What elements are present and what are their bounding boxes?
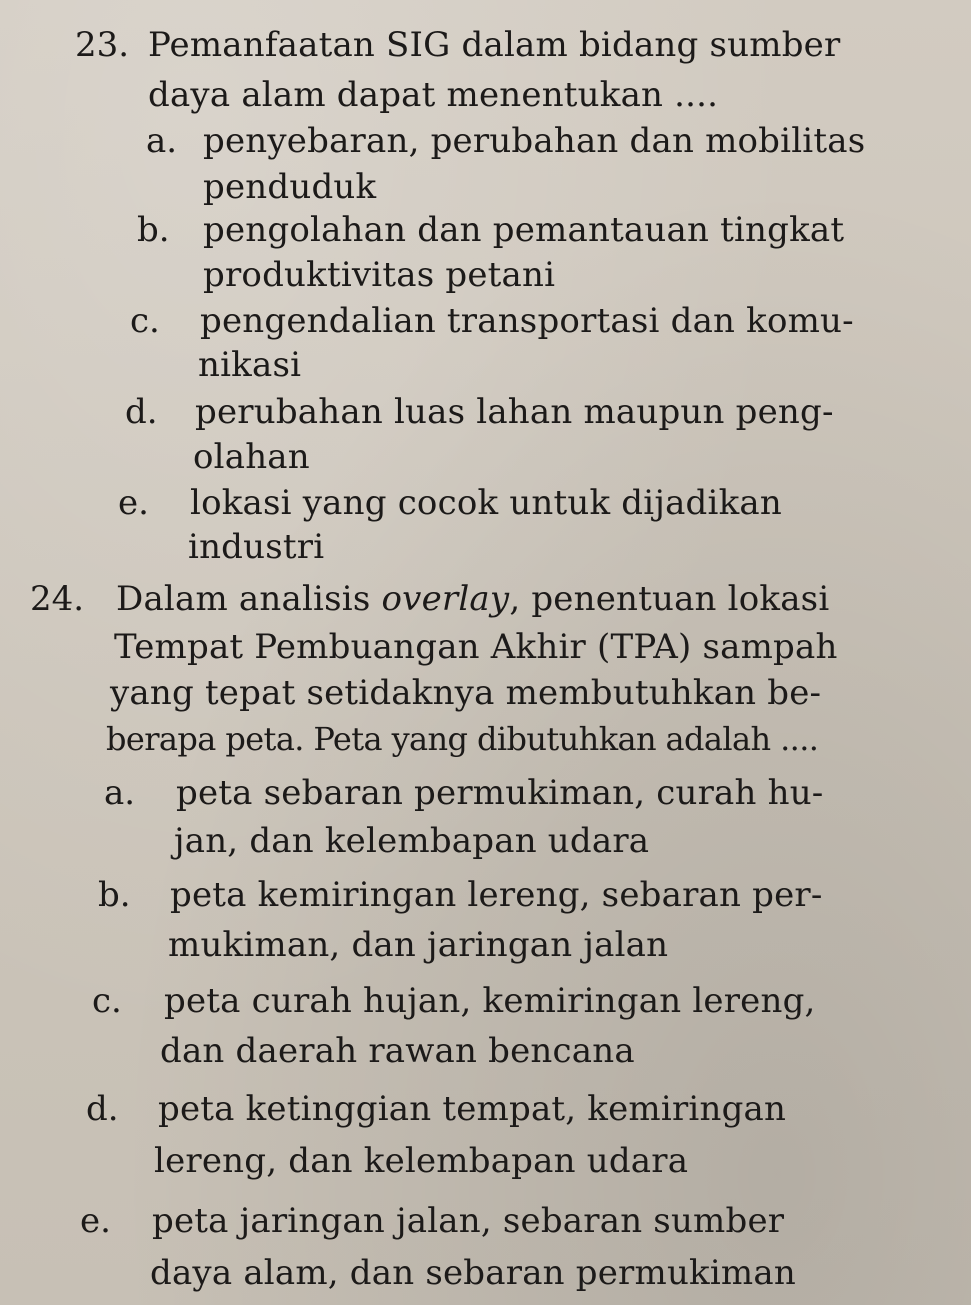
option-text: olahan [193, 437, 310, 477]
option-letter: e. [80, 1201, 111, 1241]
option-text: peta ketinggian tempat, kemiringan [158, 1089, 787, 1129]
option-letter: d. [125, 392, 158, 432]
option-text: peta curah hujan, kemiringan lereng, [164, 981, 816, 1021]
stem-text: , penentuan lokasi [509, 579, 830, 619]
option-text: perubahan luas lahan maupun peng- [195, 392, 834, 432]
option-text: lereng, dan kelembapan udara [154, 1141, 689, 1181]
question-stem-line: berapa peta. Peta yang dibutuhkan adalah .... [106, 720, 819, 758]
question-stem-line: Tempat Pembuangan Akhir (TPA) sampah [114, 627, 838, 667]
option-letter: c. [92, 981, 122, 1021]
option-text: daya alam, dan sebaran permukiman [150, 1253, 796, 1293]
option-letter: b. [98, 875, 131, 915]
option-text: nikasi [198, 345, 302, 385]
option-text: peta sebaran permukiman, curah hu- [176, 773, 824, 813]
option-text: mukiman, dan jaringan jalan [168, 925, 669, 965]
stem-text: Dalam analisis [116, 579, 371, 619]
option-text: dan daerah rawan bencana [160, 1031, 635, 1071]
option-text: penyebaran, perubahan dan mobilitas [203, 121, 866, 161]
option-text: jan, dan kelembapan udara [174, 821, 650, 861]
option-text: industri [188, 527, 325, 567]
question-stem-line [116, 576, 829, 622]
question-number: 24. [30, 579, 85, 619]
option-letter: e. [118, 483, 149, 523]
option-letter: b. [137, 210, 170, 250]
option-letter: c. [130, 301, 160, 341]
question-stem-line: Pemanfaatan SIG dalam bidang sumber [148, 25, 841, 65]
question-stem-line: yang tepat setidaknya membutuhkan be- [110, 673, 822, 713]
option-letter: a. [104, 773, 136, 813]
option-letter: d. [86, 1089, 119, 1129]
option-letter: a. [146, 121, 178, 161]
question-stem-line: daya alam dapat menentukan .... [148, 75, 719, 115]
option-text: pengolahan dan pemantauan tingkat [203, 210, 845, 250]
option-text: produktivitas petani [203, 255, 556, 295]
option-text: pengendalian transportasi dan komu- [200, 301, 854, 341]
question-number: 23. [75, 25, 130, 65]
option-text: peta jaringan jalan, sebaran sumber [152, 1201, 785, 1241]
option-text: peta kemiringan lereng, sebaran per- [170, 875, 823, 915]
option-text: lokasi yang cocok untuk dijadikan [190, 483, 782, 523]
option-text: penduduk [203, 167, 377, 207]
stem-italic-term: overlay [381, 579, 510, 619]
